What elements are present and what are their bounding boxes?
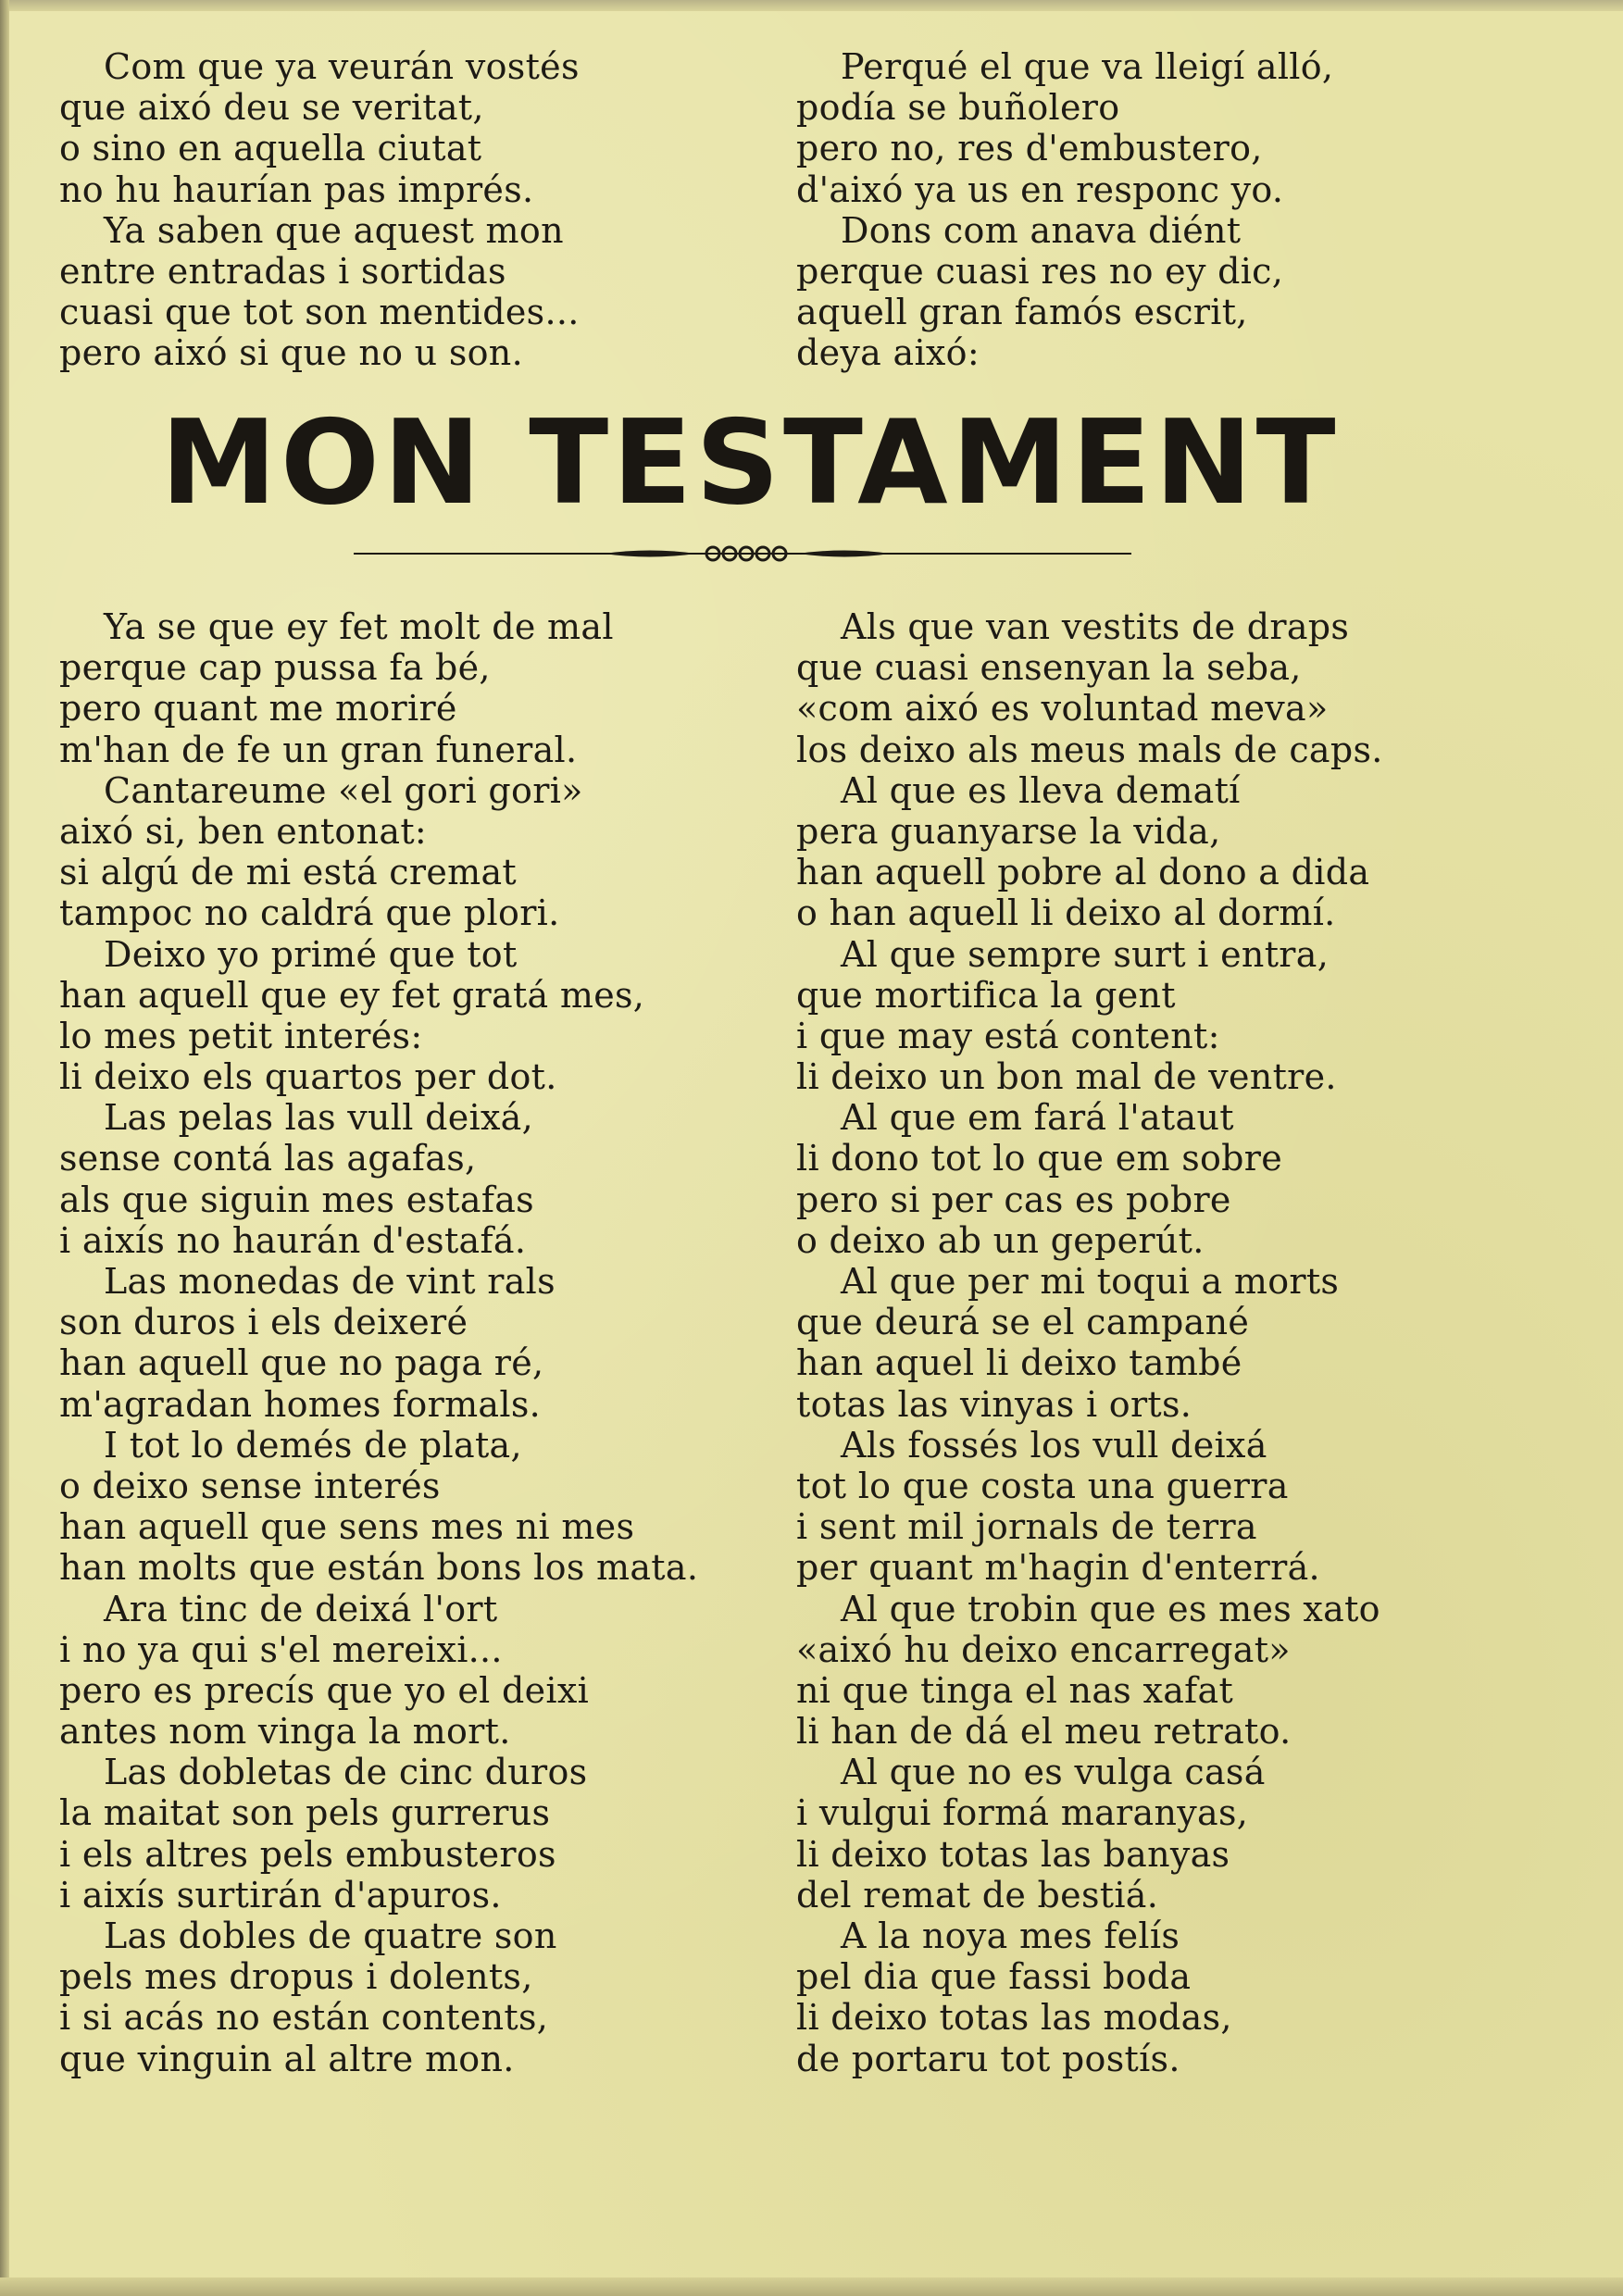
verse-line: o deixo ab un geperút. (796, 1219, 1205, 1261)
verse-line: pero aixó si que no u son. (59, 332, 523, 374)
verse-line: o sino en aquella ciutat (59, 128, 482, 169)
verse-line: han aquell que no paga ré, (59, 1342, 544, 1384)
verse-line: Las dobles de quatre son (104, 1915, 557, 1956)
verse-line: I tot lo demés de plata, (104, 1424, 522, 1466)
verse-line: podía se buñolero (796, 87, 1120, 129)
verse-line: Al que no es vulga casá (841, 1752, 1266, 1793)
verse-line: Ara tinc de deixá l'ort (104, 1588, 498, 1629)
verse-line: Las monedas de vint rals (104, 1261, 556, 1302)
verse-line: Als que van vestits de draps (841, 606, 1350, 647)
verse-line: Com que ya veurán vostés (104, 46, 580, 87)
verse-line: de portaru tot postís. (796, 2038, 1180, 2079)
verse-line: Als fossés los vull deixá (841, 1424, 1267, 1466)
top-border (0, 0, 1623, 11)
verse-line: i vulgui formá maranyas, (796, 1792, 1249, 1834)
verse-line: que deurá se el campané (796, 1302, 1250, 1343)
verse-line: Al que es lleva dematí (841, 769, 1241, 811)
verse-line: han aquell que ey fet gratá mes, (59, 974, 645, 1016)
verse-line: li deixo un bon mal de ventre. (796, 1056, 1337, 1098)
verse-line: Ya saben que aquest mon (104, 209, 564, 251)
verse-line: pero es precís que yo el deixi (59, 1669, 590, 1711)
verse-line: pero no, res d'embustero, (796, 128, 1263, 169)
verse-line: pels mes dropus i dolents, (59, 1956, 533, 1998)
top-right-verse-column (796, 46, 1333, 374)
verse-line: aquell gran famós escrit, (796, 292, 1248, 333)
verse-line: perque cap pussa fa bé, (59, 647, 491, 689)
verse-line: als que siguin mes estafas (59, 1179, 534, 1220)
verse-line: que cuasi ensenyan la seba, (796, 647, 1302, 689)
verse-line: sense contá las agafas, (59, 1138, 477, 1179)
verse-line: Las pelas las vull deixá, (104, 1097, 534, 1139)
verse-line: han aquell pobre al dono a dida (796, 852, 1370, 893)
verse-line: «aixó hu deixo encarregat» (796, 1628, 1291, 1670)
verse-line: entre entradas i sortidas (59, 250, 506, 292)
verse-line: Cantareume «el gori gori» (104, 769, 583, 811)
verse-line: deya aixó: (796, 332, 980, 374)
verse-line: totas las vinyas i orts. (796, 1383, 1192, 1425)
verse-line: o deixo sense interés (59, 1465, 441, 1506)
verse-line: no hu haurían pas imprés. (59, 168, 534, 210)
verse-line: per quant m'hagin d'enterrá. (796, 1547, 1320, 1589)
verse-line: han aquel li deixo també (796, 1342, 1242, 1384)
verse-line: si algú de mi está cremat (59, 852, 517, 893)
verse-line: los deixo als meus mals de caps. (796, 729, 1383, 770)
verse-line: pera guanyarse la vida, (796, 810, 1221, 852)
bottom-page-edge (0, 2277, 1623, 2296)
verse-line: pero si per cas es pobre (796, 1179, 1231, 1220)
verse-line: ni que tinga el nas xafat (796, 1669, 1234, 1711)
bottom-left-verse-column (59, 606, 698, 2079)
verse-line: m'han de fe un gran funeral. (59, 729, 578, 770)
verse-line: i no ya qui s'el mereixi... (59, 1628, 503, 1670)
verse-line: d'aixó ya us en responc yo. (796, 168, 1284, 210)
verse-line: i sent mil jornals de terra (796, 1506, 1257, 1548)
verse-line: li han de dá el meu retrato. (796, 1711, 1292, 1753)
verse-line: i aixís no haurán d'estafá. (59, 1219, 527, 1261)
verse-line: A la noya mes felís (841, 1915, 1180, 1956)
verse-line: Las dobletas de cinc duros (104, 1752, 588, 1793)
verse-line: perque cuasi res no ey dic, (796, 250, 1284, 292)
verse-line: pero quant me moriré (59, 688, 457, 730)
verse-line: cuasi que tot son mentides... (59, 292, 580, 333)
title-ornament-divider (354, 540, 1131, 568)
verse-line: que mortifica la gent (796, 974, 1176, 1016)
verse-line: li deixo totas las banyas (796, 1833, 1230, 1875)
verse-line: i aixís surtirán d'apuros. (59, 1874, 502, 1915)
verse-line: que aixó deu se veritat, (59, 87, 484, 129)
poem-title: MON TESTAMENT (160, 394, 1340, 530)
verse-line: li deixo totas las modas, (796, 1997, 1232, 2039)
verse-line: Ya se que ey fet molt de mal (104, 606, 614, 647)
verse-line: tot lo que costa una guerra (796, 1465, 1289, 1506)
left-page-edge (0, 0, 9, 2296)
verse-line: tampoc no caldrá que plori. (59, 892, 560, 934)
bottom-right-verse-column (796, 606, 1383, 2079)
verse-line: Al que per mi toqui a morts (841, 1261, 1340, 1302)
verse-line: Al que sempre surt i entra, (841, 933, 1330, 975)
verse-line: Al que em fará l'ataut (841, 1097, 1234, 1139)
verse-line: pel dia que fassi boda (796, 1956, 1192, 1998)
verse-line: que vinguin al altre mon. (59, 2038, 515, 2079)
top-left-verse-column (59, 46, 580, 374)
verse-line: Deixo yo primé que tot (104, 933, 518, 975)
verse-line: aixó si, ben entonat: (59, 810, 427, 852)
verse-line: i els altres pels embusteros (59, 1833, 556, 1875)
verse-line: i que may está content: (796, 1015, 1220, 1056)
verse-line: li deixo els quartos per dot. (59, 1056, 557, 1098)
verse-line: Perqué el que va lleigí alló, (841, 46, 1334, 87)
verse-line: del remat de bestiá. (796, 1874, 1159, 1915)
verse-line: antes nom vinga la mort. (59, 1711, 511, 1753)
verse-line: li dono tot lo que em sobre (796, 1138, 1283, 1179)
verse-line: son duros i els deixeré (59, 1302, 468, 1343)
verse-line: o han aquell li deixo al dormí. (796, 892, 1336, 934)
verse-line: «com aixó es voluntad meva» (796, 688, 1329, 730)
verse-line: han aquell que sens mes ni mes (59, 1506, 635, 1548)
verse-line: la maitat son pels gurrerus (59, 1792, 551, 1834)
verse-line: i si acás no están contents, (59, 1997, 549, 2039)
verse-line: Al que trobin que es mes xato (841, 1588, 1380, 1629)
verse-line: Dons com anava diént (841, 209, 1242, 251)
verse-line: han molts que están bons los mata. (59, 1547, 699, 1589)
verse-line: lo mes petit interés: (59, 1015, 423, 1056)
verse-line: m'agradan homes formals. (59, 1383, 541, 1425)
